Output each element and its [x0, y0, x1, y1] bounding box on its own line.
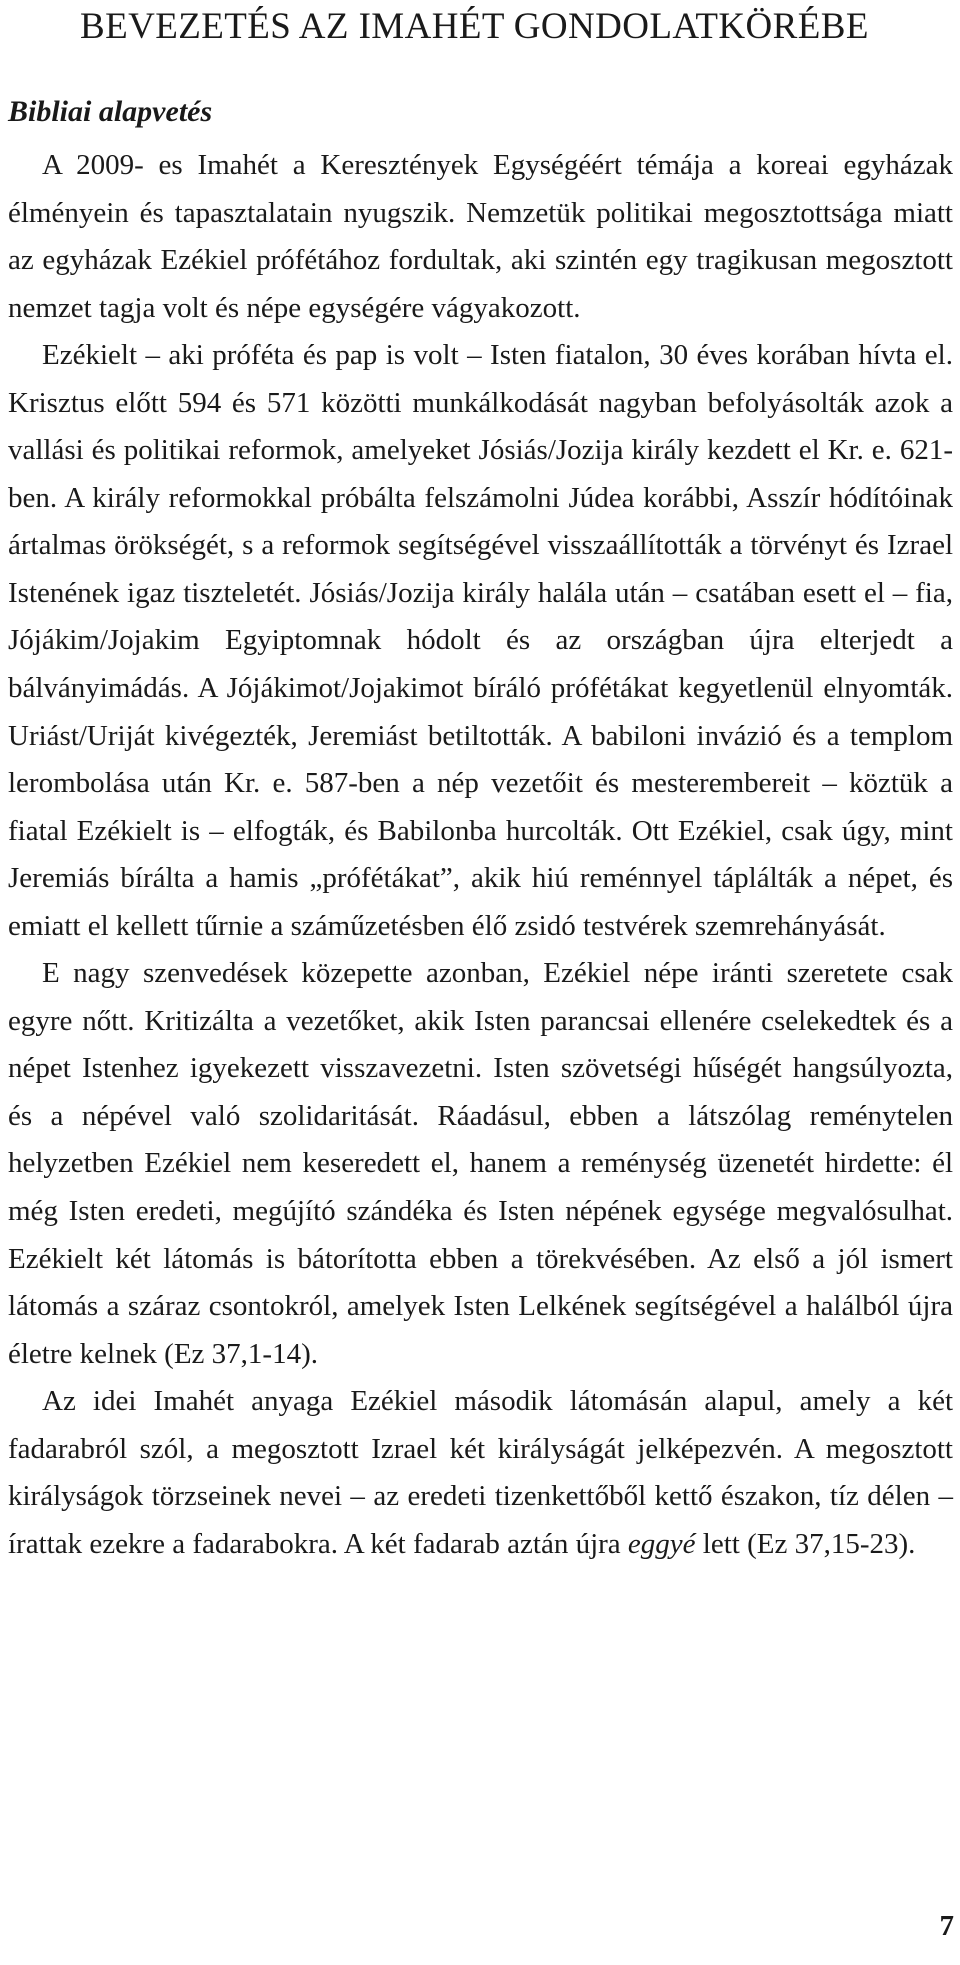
paragraph: E nagy szenvedések közepette azonban, Ezékiel népe iránti szeretete csak egyre nőtt. Kritizálta a vezetőket, akik Isten parancsai ellenére cselekedtek és a népet Istenhez igyekezett visszavezetni. Isten szövetségi hűségét hangsúlyozta, és a népével való szolidaritását. Ráadásul, ebben a látszólag reménytelen helyzetben Ezékiel nem keseredett el, hanem a reménység üzenetét hirdette: él még Isten eredeti, megújító szándéka és Isten népének egysége megvalósulhat. Ezékielt két látomás is bátorította ebben a törekvésében. Az első a jól ismert látomás a száraz csontokról, amelyek Isten Lelkének segítségével a halálból újra életre kelnek (Ez 37,1-14).	[8, 957, 953, 1370]
paragraph-text: Az idei Imahét anyaga Ezékiel második látomásán alapul, amely a két fadarabról szól, a megosztott Izrael két királyságát jelképezvén. A megosztott királyságok törzseinek nevei – az eredeti tizenkettőből kettő északon, tíz délen – írattak ezekre a fadarabokra. A két fadarab aztán újra	[8, 1385, 953, 1560]
paragraph-text: lett (Ez 37,15-23).	[695, 1527, 916, 1560]
section-heading: Bibliai alapvetés	[8, 95, 213, 128]
page-title: BEVEZETÉS AZ IMAHÉT GONDOLATKÖRÉBE	[80, 6, 869, 47]
page-number: 7	[939, 1910, 954, 1942]
emphasized-word: eggyé	[627, 1527, 696, 1560]
body-text	[8, 97, 953, 1568]
paragraph: A 2009- es Imahét a Keresztények Egységéért témája a koreai egyházak élményein és tapasztalatain nyugszik. Nemzetük politikai megosztottsága miatt az egyházak Ezékiel prófétához fordultak, aki szintén egy tragikusan megosztott nemzet tagja volt és népe egységére vágyakozott.	[8, 149, 953, 324]
paragraph	[8, 1378, 953, 1568]
paragraph: Ezékielt – aki próféta és pap is volt – Isten fiatalon, 30 éves korában hívta el. Krisztus előtt 594 és 571 közötti munkálkodását nagyban befolyásolták azok a vallási és politikai reformok, amelyeket Jósiás/Jozija király kezdett el Kr. e. 621-ben. A király reformokkal próbálta felszámolni Júdea korábbi, Asszír hódítóinak ártalmas örökségét, s a reformok segítségével visszaállították a törvényt és Izrael Istenének igaz tiszteletét. Jósiás/Jozija király halála után – csatában esett el – fia, Jójákim/Jojakim Egyiptomnak hódolt és az országban újra elterjedt a bálványimádás. A Jójákimot/Jojakimot bíráló prófétákat kegyetlenül elnyomták. Uriást/Uriját kivégezték, Jeremiást betiltották. A babiloni invázió és a templom lerombolása után Kr. e. 587-ben a nép vezetőit és mesterembereit – köztük a fiatal Ezékielt is – elfogták, és Babilonba hurcolták. Ott Ezékiel, csak úgy, mint Jeremiás bírálta a hamis „prófétákat”, akik hiú reménnyel táplálták a népet, és emiatt el kellett tűrnie a száműzetésben élő zsidó testvérek szemrehányását.	[8, 339, 953, 942]
